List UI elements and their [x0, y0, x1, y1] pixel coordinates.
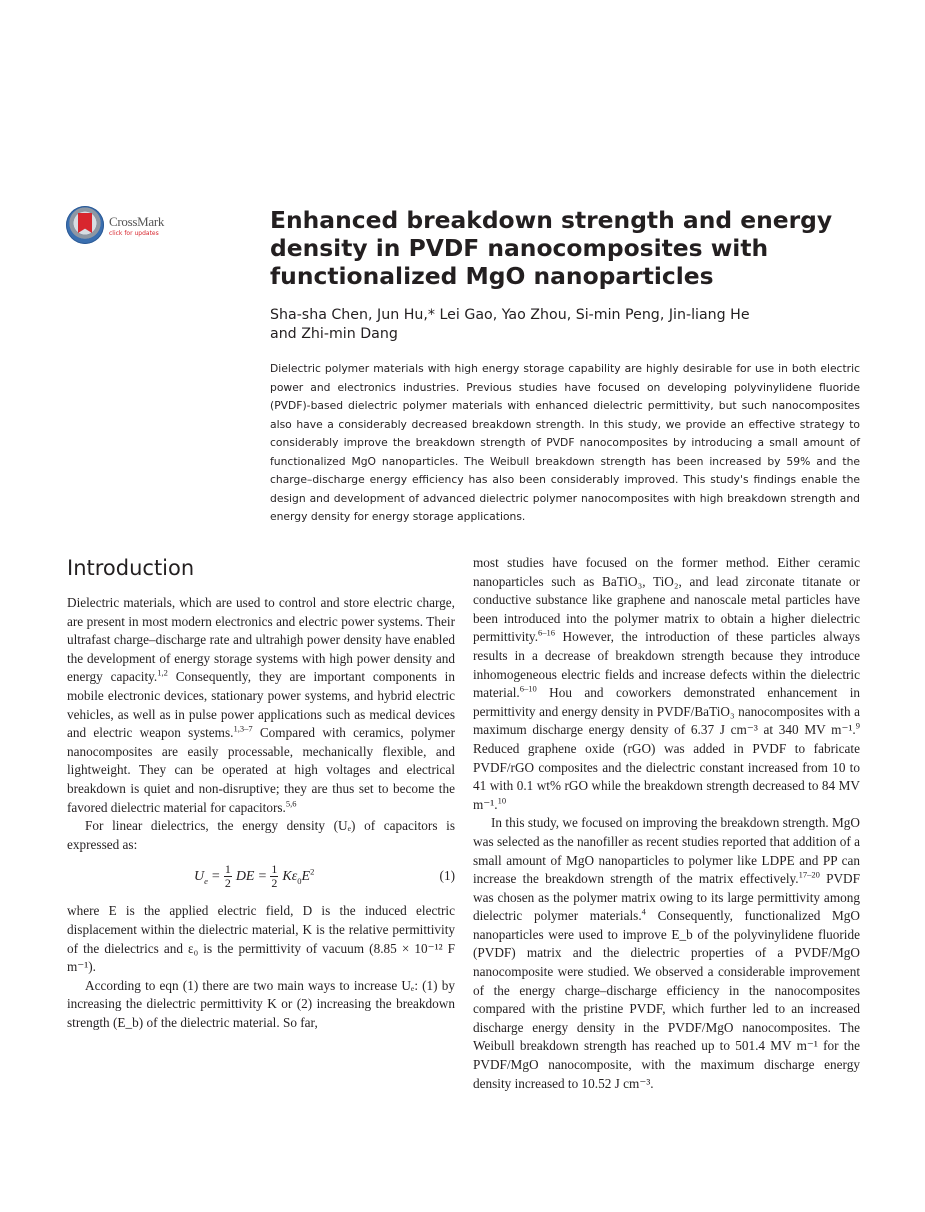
citation[interactable]: 4	[641, 906, 646, 917]
intro-paragraph-1: Dielectric materials, which are used to control and store electric charge, are present in most modern electronics and electric power systems. Their ultrafast charge–discharge rate and ultrahigh power density have enabled the development of energy storage systems with high power density and energy capacity.$^{1,2}$ Consequently, they are important components in mobile electronic devices, stationary power systems, and hybrid electric vehicles, as well as in pulse power applications such as medical devices and electric weapon systems.$^{1,3-7}$ Compared with ceramics, polymer nanocomposites are easily processable, mechanically flexible, and lightweight. They can be operated at high voltages and electrical breakdown is quiet and non-disruptive; they are thus set to become the favored dielectric material for capacitors.$^{5,6}$	[67, 595, 455, 815]
crossmark-icon	[66, 206, 104, 244]
citation[interactable]: 17–20	[798, 869, 820, 880]
citation[interactable]: 10	[497, 795, 507, 806]
intro-paragraph-3: where E is the applied electric field, D is the induced electric displacement within the dielectric material, K is the relative permittivity of the dielectrics and ε₀ is the permittivity of vacuum (8.85 × 10⁻¹² F m⁻¹).	[67, 903, 455, 975]
crossmark-label: CrossMark	[109, 214, 165, 229]
author-list	[270, 306, 860, 344]
citation[interactable]: 5,6	[285, 798, 297, 809]
intro-paragraph-4: According to eqn (1) there are two main ways to increase Uₑ: (1) by increasing the dielectric permittivity K or (2) increasing the breakdown strength (E_b) of the dielectric material. So far,	[67, 977, 455, 1030]
citation[interactable]: 1,3–7	[233, 723, 253, 734]
intro-paragraph-2: For linear dielectrics, the energy density (Uₑ) of capacitors is expressed as:	[67, 818, 455, 852]
intro-paragraph-5: most studies have focused on the former method. Either ceramic nanoparticles such as BaTiO₃, TiO₂, and lead zirconate titanate or conductive substance like graphene and nanoscale metal particles have been introduced into the polymer matrix to obtain a higher dielectric permittivity.$^{6-16}$ However, the introduction of these particles always results in a decrease of breakdown strength because they introduce inhomogeneous electric fields and increase defects within the dielectric material.$^{6-10}$ Hou and coworkers demonstrated enhancement in permittivity and energy density in PVDF/BaTiO₃ nanocomposites with a maximum discharge energy density of 6.37 J cm⁻³ at 340 MV m⁻¹.$^9$ Reduced graphene oxide (rGO) was added in PVDF to fabricate PVDF/rGO composites and the dielectric constant increased from 10 to 41 with 0.1 wt% rGO while the breakdown strength decreased to 84 MV m⁻¹.$^{10}$	[473, 555, 860, 812]
equation-1: $U_e$ = $\frac{1}{2}$ DE = $\frac{1}{2}$ $K\varepsilon_0E^2$ (1)	[194, 862, 455, 891]
crossmark-badge[interactable]	[66, 206, 186, 250]
citation[interactable]: 1,2	[157, 667, 168, 678]
authors-line-2: and Zhi-min Dang	[270, 326, 398, 342]
abstract: Dielectric polymer materials with high energy storage capability are highly desirable for use in both electric power and electronics industries. Previous studies have focused on developing polyvinylidene fluoride (PVDF)-based dielectric polymer materials with enhanced dielectric permittivity, but such nanocomposites also have a considerably decreased breakdown strength. In this study, we provide an effective strategy to considerably improve the breakdown strength of PVDF nanocomposites by introducing a small amount of functionalized MgO nanoparticles. The Weibull breakdown strength has been increased by 59% and the charge–discharge energy efficiency has also been considerably improved. This study's findings enable the design and development of advanced dielectric polymer nanocomposites with high breakdown strength and energy density for energy storage applications.	[270, 362, 860, 524]
crossmark-sub: click for updates	[109, 230, 159, 237]
citation[interactable]: 9	[855, 720, 860, 731]
right-column	[473, 554, 860, 1093]
section-heading-introduction: Introduction	[67, 556, 195, 580]
left-column	[67, 594, 455, 1032]
intro-paragraph-6: In this study, we focused on improving the breakdown strength. MgO was selected as the nanofiller as recent studies reported that addition of a small amount of MgO nanoparticles to polymer like LDPE and PP can increase the breakdown strength of the matrix effectively.$^{17-20}$ PVDF was chosen as the polymer matrix owing to its large permittivity among dielectric polymer materials.$^4$ Consequently, functionalized MgO nanoparticles were used to improve E_b of the polyvinylidene fluoride (PVDF) matrix and the dielectric properties of a PVDF/MgO nanocomposite were studied. We observed a considerable improvement of the energy charge–discharge efficiency in the nanocomposites compared with the pristine PVDF, which further led to an increased discharge energy density in the PVDF/MgO nanocomposites. The Weibull breakdown strength has reached up to 501.4 MV m⁻¹ for the PVDF/MgO nanocomposite, with the maximum discharge energy density increased to 10.52 J cm⁻³.	[473, 815, 860, 1091]
citation[interactable]: 6–10	[519, 683, 537, 694]
article-title: Enhanced breakdown strength and energy density in PVDF nanocomposites with functionalized MgO nanoparticles	[270, 206, 833, 290]
citation[interactable]: 6–16	[538, 627, 556, 638]
authors-line-1: Sha-sha Chen, Jun Hu,* Lei Gao, Yao Zhou, Si-min Peng, Jin-liang He	[270, 307, 750, 323]
equation-number: (1)	[439, 868, 455, 884]
